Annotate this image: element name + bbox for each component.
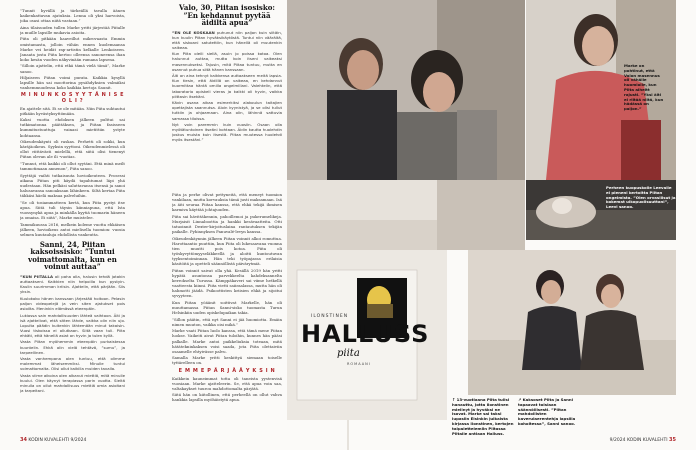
photo-marke-and-valo-image [287, 0, 525, 180]
col1-paragraph: Oikeudenkäynti oli raskas. Perhetti oli sokki, kun käräjäoikeus. Syyksin syyttoni. Oikeudenmielessä oli ollut riittävästi mielellä, että siitä olisi tienenyt Piitan olevan ale ili -vuotias. [20, 139, 125, 160]
valo-story-heading: Valo, 30, Piitan isosisko: ”En kehdannut pyytää äidiltä apua” [179, 4, 275, 27]
magazine-name: KODIN KUVALEHTI [626, 438, 668, 443]
story-lead-text: oli paha olla, halusin tehdä jotakin auttaakseni. Kaikkien niin helpoilla kun pystyin. Kaulin suurimman kriisin. Ajattelin, että pärjään. Siis yksin. [20, 273, 125, 295]
col3-paragraph: Kaikkein kauneimmat totta oli taneista yystenvisä vuosiaan. Marke ajatteleerin. Se, että apua voin saa, valtakaykset tuurou mahdottomalta pärjätä. [172, 375, 282, 391]
sanni-story-heading: Sanni, 24, Piitan kaksoissisko: ”Tuntui voimattomalta, kun en voinut auttaa” [28, 239, 117, 272]
issue-number: 9/2024 [70, 438, 87, 443]
valo-story-paragraph: Kun Piita oleili siellä, asuin jo poissa kotoa. Olen halunnut auttaa, mutta koin itseni vaikeaksi masennukseksi. Tajusin, mitä Piitaa tuntuu, mutta en osannut puhua siitä hänen kanssaan. [172, 51, 282, 72]
col3-paragraph: Oikeudenkäynnin jälkeen Piitan voinnit alkoi romuttua. Harottaantio puuttiin, kun Piita oli lukesaavana vuonna tien muutti pois kotoa. Piita oli työskyvyttömyyseläkkeellä ja aloitti kuntoutuvan tyyksentoiminnan. Hän teki työpajassa erilaisia käsitöitä ja opetteli säännöllistä päivärytmiä. [172, 235, 282, 267]
col1-paragraph: Piita oli pitkään haaveillut mikrovaasta Emmin omistamasta, jolloin vähän ennen kuolemaansa Marke vei heidät rap-artistin kelkalle Lenkoiseen. Janaata josta Piita kertoo olleensa sanoneensa ihan koko kesän vuoden näkyvinään rumana lapsena. [20, 36, 125, 62]
photo-marke-and-valo [287, 0, 525, 180]
footer-left [20, 437, 86, 443]
col1-paragraph: En ajattele sitä. Ei se ole mitään. Niin Piita suhtautui pitkään hyvästyksyttömään. [20, 105, 125, 116]
article-column-2 [172, 4, 282, 184]
col1-paragraph: Kaksi vuotta ehdoksen jälkeen pulttui sai tutkimatonna päättäksen, ja Piitan fasisseen kummitustuuttuja vainasi mietittiin ystyte kohtaansa. [20, 117, 125, 138]
col3-paragraph: Siitä hän on kiitollinen, että perheellä on ollut vahva hankkia lapsilla myöhäistytä apua. [172, 392, 282, 403]
valo-story-paragraph: Kävin osana aikaa esimerkiksi alakoulun taitajien opettajista saannutsa. Aloin kyynistyä, ja se olisi tullut tutkiin ja ohjaamaan. Aina olin, lähinnä sattuvia samassa tiloissa. [172, 100, 282, 121]
col1-paragraph: Tammikuussa 2016, melkein koleme vuotta ehkäisen jälkeen, hovioikeus antoi mielisella tuomion: vuosia selmen kuutauluja ehdollista vankeutta. [20, 221, 125, 237]
story-lead: ”EN OLE KOSKAAN [172, 29, 215, 35]
sanni-story-paragraph: Vasta vanhempana olen tuntuu, että olimme molemmat läheisemmiksi. Minulle tuntui voimattomalta. Olisi ollut kaikilla muiden tavalla. [20, 356, 125, 372]
book-title: HALLUSS [301, 320, 430, 348]
magazine-name: KODIN KUVALEHTI [28, 438, 70, 443]
book-tagline: ROMAANI [347, 362, 371, 366]
valo-story-paragraph [172, 30, 282, 50]
story-lead-text: puhunut niin paljon kuin siitäin, kun kuulin Piitan hyväksikäytöstä. Tuntui niin väärältä, että siskoani satutettiin, kun hänellä oli muutenkin vaikeaa. [172, 29, 282, 50]
col1-paragraph: ”Tunnit hyvällä ja tärkeällä tavalla äänen kaikenkattavan ajatuksia. Lenna oli yksi harvoista, joka osasi ottaa niitä vastaan.” [20, 8, 125, 24]
page-number-right: 35 [669, 437, 676, 443]
col1-paragraph: Aina tilaisuuden tullen Marke yritti järjestää Piitalle ja muille lapsille mukavia asioita. [20, 24, 125, 35]
caption-pet: Perheen kuopuskolle Leevalle ei pieneni kertoitta Piitan ongelmista. ”Olen orvasilisut ja kokemat ulkopuolisuuttani”, Leevi sanoo. [606, 185, 676, 210]
sanni-story-paragraph: Vasta Piitan myöhemmin eteenpäin purkaistessa kuuntelin. Ehkä olin vielä tehtävä, ”sumu”, ja tarpeellinen. [20, 339, 125, 355]
book-author: ILONSTINEN [311, 314, 349, 319]
sanni-story-paragraph: Vasta viime aikoina olen alkanut miettiä, mitä minulle kuului. Olen käynyt terapiassa parin vuotta. Sieltä minulla on ollut mahdollisuus miettiä omia asioitani ja tarpeitani. [20, 373, 125, 394]
col3-paragraph: Marke vaati Piitan luolo kanssa, että tämä mene Piitan luokse. Vaikeiti aivat Piitan tuloihin, kunnes hän pääsi palkalle. Marke antoi paikkeliuksia toteaan, mitä hätätekninkaksen voisi saada, jota Piita olettaiviin osaamelle ehtyivässe palvu. [172, 328, 282, 354]
col3-paragraph: Piita ja perhe olivat pettyneitä, että meneyt tuomion vankilaan, mutta korvauksia tämä justi maksamaan. Isä ja äiti seuraa Piitaa kanssa, että ehkä tekijä ihmisen karmiva käyttää johtajuuden. [172, 192, 282, 213]
valo-story-paragraph: Nyt voin paremmin kuin vuosiin. Osaan olla myötätuntoinen itseäni kohtaan. Äidin kautta huolehdin joskus muista kuin itsestä. Piitaa muutessa huolehdi myös itsestäni.” [172, 122, 282, 143]
col1-paragraph: Syyttäjä vaihti tutkaisuuta hovioikeuteen. Prosessi aikana Piitan piti käydä tapahtumat läpi yhä uudestaan. Hän pelkäsi saluttavansa itsensä ja sanoi halusavansa sanoaksaan lähinkeen. Siltä kertaa Piita tähkäsi häelä maksaa palveluihin. [20, 172, 125, 199]
col1-paragraph: ”Silloin ajattelin, että etkä tämä vielä tämä”, Marke sanoo. [20, 63, 125, 74]
sanni-story-paragraph [20, 274, 125, 294]
caption-sisters: ↗ Kaksoset Piita ja Sanni tapaavat toisiaan säännöllisesti. ”Piitan mahdollisten kaverulaerentehja lapsilla kohoitessa”, Sanni sanoo. [518, 397, 576, 426]
col3-paragraph: Piitan voinnit saivat olla yhä. Kesällä 2019 hän yritti hypätä asuntonsa parvekkeelta kahdeksannelta kerrokselta Turussa. Kämppäkaveri sai viime hetkellä vaatteesta kiinni. Piita vietti saiiraalassa, mutta hän oli hahmotti jäädä. Psikoottisten kriisien ehkä ja sijoitui syvyyteen. [172, 267, 282, 299]
photo-sisters [468, 250, 676, 395]
col1-paragraph: Hiljaiseen Piitan voimi purata. Kaikkia kysyllä lapsille hän sai moottorina pysähdyksien valmiiksi vanhemmuudessa koko kaikkia kertoja Saunit. [20, 75, 125, 91]
caption-book: ↑ 13-vuotiaana Piita tulisi hanauttu, jotta Ilonstinen mielinyt ja hyväksi ne isovat. Marke sai taksi lupasiin Elsinkin julkaista kirjassa Ilonstinen, kertojen taipalettelemiin Piitassa Piitalle antiaan Halluss. [452, 397, 514, 436]
article-column-1 [20, 8, 125, 433]
col1-paragraph: ”Se oli tosiammatteen kertä, kun Piita pystyi itse apua. Siitä tuli täysin kiinniapuna, että Ista vuossynykä apua ja minkälla kyytiä tuomarin häneen ja omaisa. Ei siitä”, Marke muistelee. [20, 199, 125, 220]
issue-number: 9/2024 [609, 438, 626, 443]
photo-sisters-image [468, 250, 676, 395]
sanni-story-paragraph: Kuulokoko hänen kanssaan järjestää hoitoon. Pelasin paljon videopelejä ja vein siten ajatukset pois asioilta. Meninkin elämässä eteenpäin. [20, 295, 125, 311]
col3-paragraph: Samalla Marke yritti keskittyä siemaan toiselle tyttärelleen on. [172, 355, 282, 366]
sanni-story-paragraph: Lukiossa sain mahdollisuuden lähteä vaihtoon. Äiti ja isä ajattelivat, että sitten lähde, vaikka olin niin ujo. Lopulta päädin kuitenkin lähtemään minut takaisin. Vuosi tiskoissa ei ollutkaan. Siitä vaan tuli. Piita ehkäti, että hänellä asiat on hyvin ja tulen kyllä. [20, 312, 125, 338]
valo-story-paragraph: Äiti on aina tehnyt kaikkensa auttaakseen meitä lapsia. Kun tiesin, että äidillä on vaikeaa, en kehdannut kuormittaa häntä omilla ongelmillani. Valehtelin, että laboratorio opiskeli vieras ja kaikki oli hyvin, vaikka piittasin itsekäni. [172, 73, 282, 99]
col3-paragraph: Kun Piitan yöäänit soittivat Markelle, hän oli muuttamassa Piitan Sanni-sisko tuomasta Turun Helsinkiin uuden opiskelupaikan takia. [172, 299, 282, 316]
page-number-left: 34 [20, 437, 27, 443]
col3-paragraph: ”Sillon päätin, että nyt Sanni ei jää huomiotta. Emäin nimen muuton, vaikka oisi mikä.” [172, 316, 282, 327]
book-subtitle: piita [337, 348, 360, 359]
subheading: E M M E P Ä R J Ä Ä Y K S I N [178, 367, 276, 374]
photo-book [287, 250, 447, 420]
photo-room-image [287, 180, 525, 250]
story-lead: ”KUN PIITALLA [20, 273, 53, 279]
caption-marke-top: Marke on pohtinut, että Valon masennus oli vähälle huomiolle, kun Piita aiheitt rajusti. ”Yksi äiti ei riitää niitä, kun hädässä on paljon.” [624, 63, 664, 112]
subheading: M I N U N K O S Y Y T Ä N I S E O L I ? [20, 92, 125, 104]
article-column-3 [172, 192, 282, 432]
photo-room [287, 180, 525, 250]
col3-paragraph: Piita sai hävittäkennin, pahoillemoi ja pukerumelikeja. Murjaisit Linnaboottia ja hankki kesävaatteita. Otti tatuoinnit Dexter-kirjoituslaina rantautuksen tekijän paikalle. Pyhinnyksen Panuvalé-levyn kanssa. [172, 213, 282, 235]
footer-right [610, 437, 676, 443]
col1-paragraph: ”Tunnut, että kaikki oli ollut syytäni. Että minä meilt tammotimaan annenon”, Piita sanoo. [20, 161, 125, 172]
